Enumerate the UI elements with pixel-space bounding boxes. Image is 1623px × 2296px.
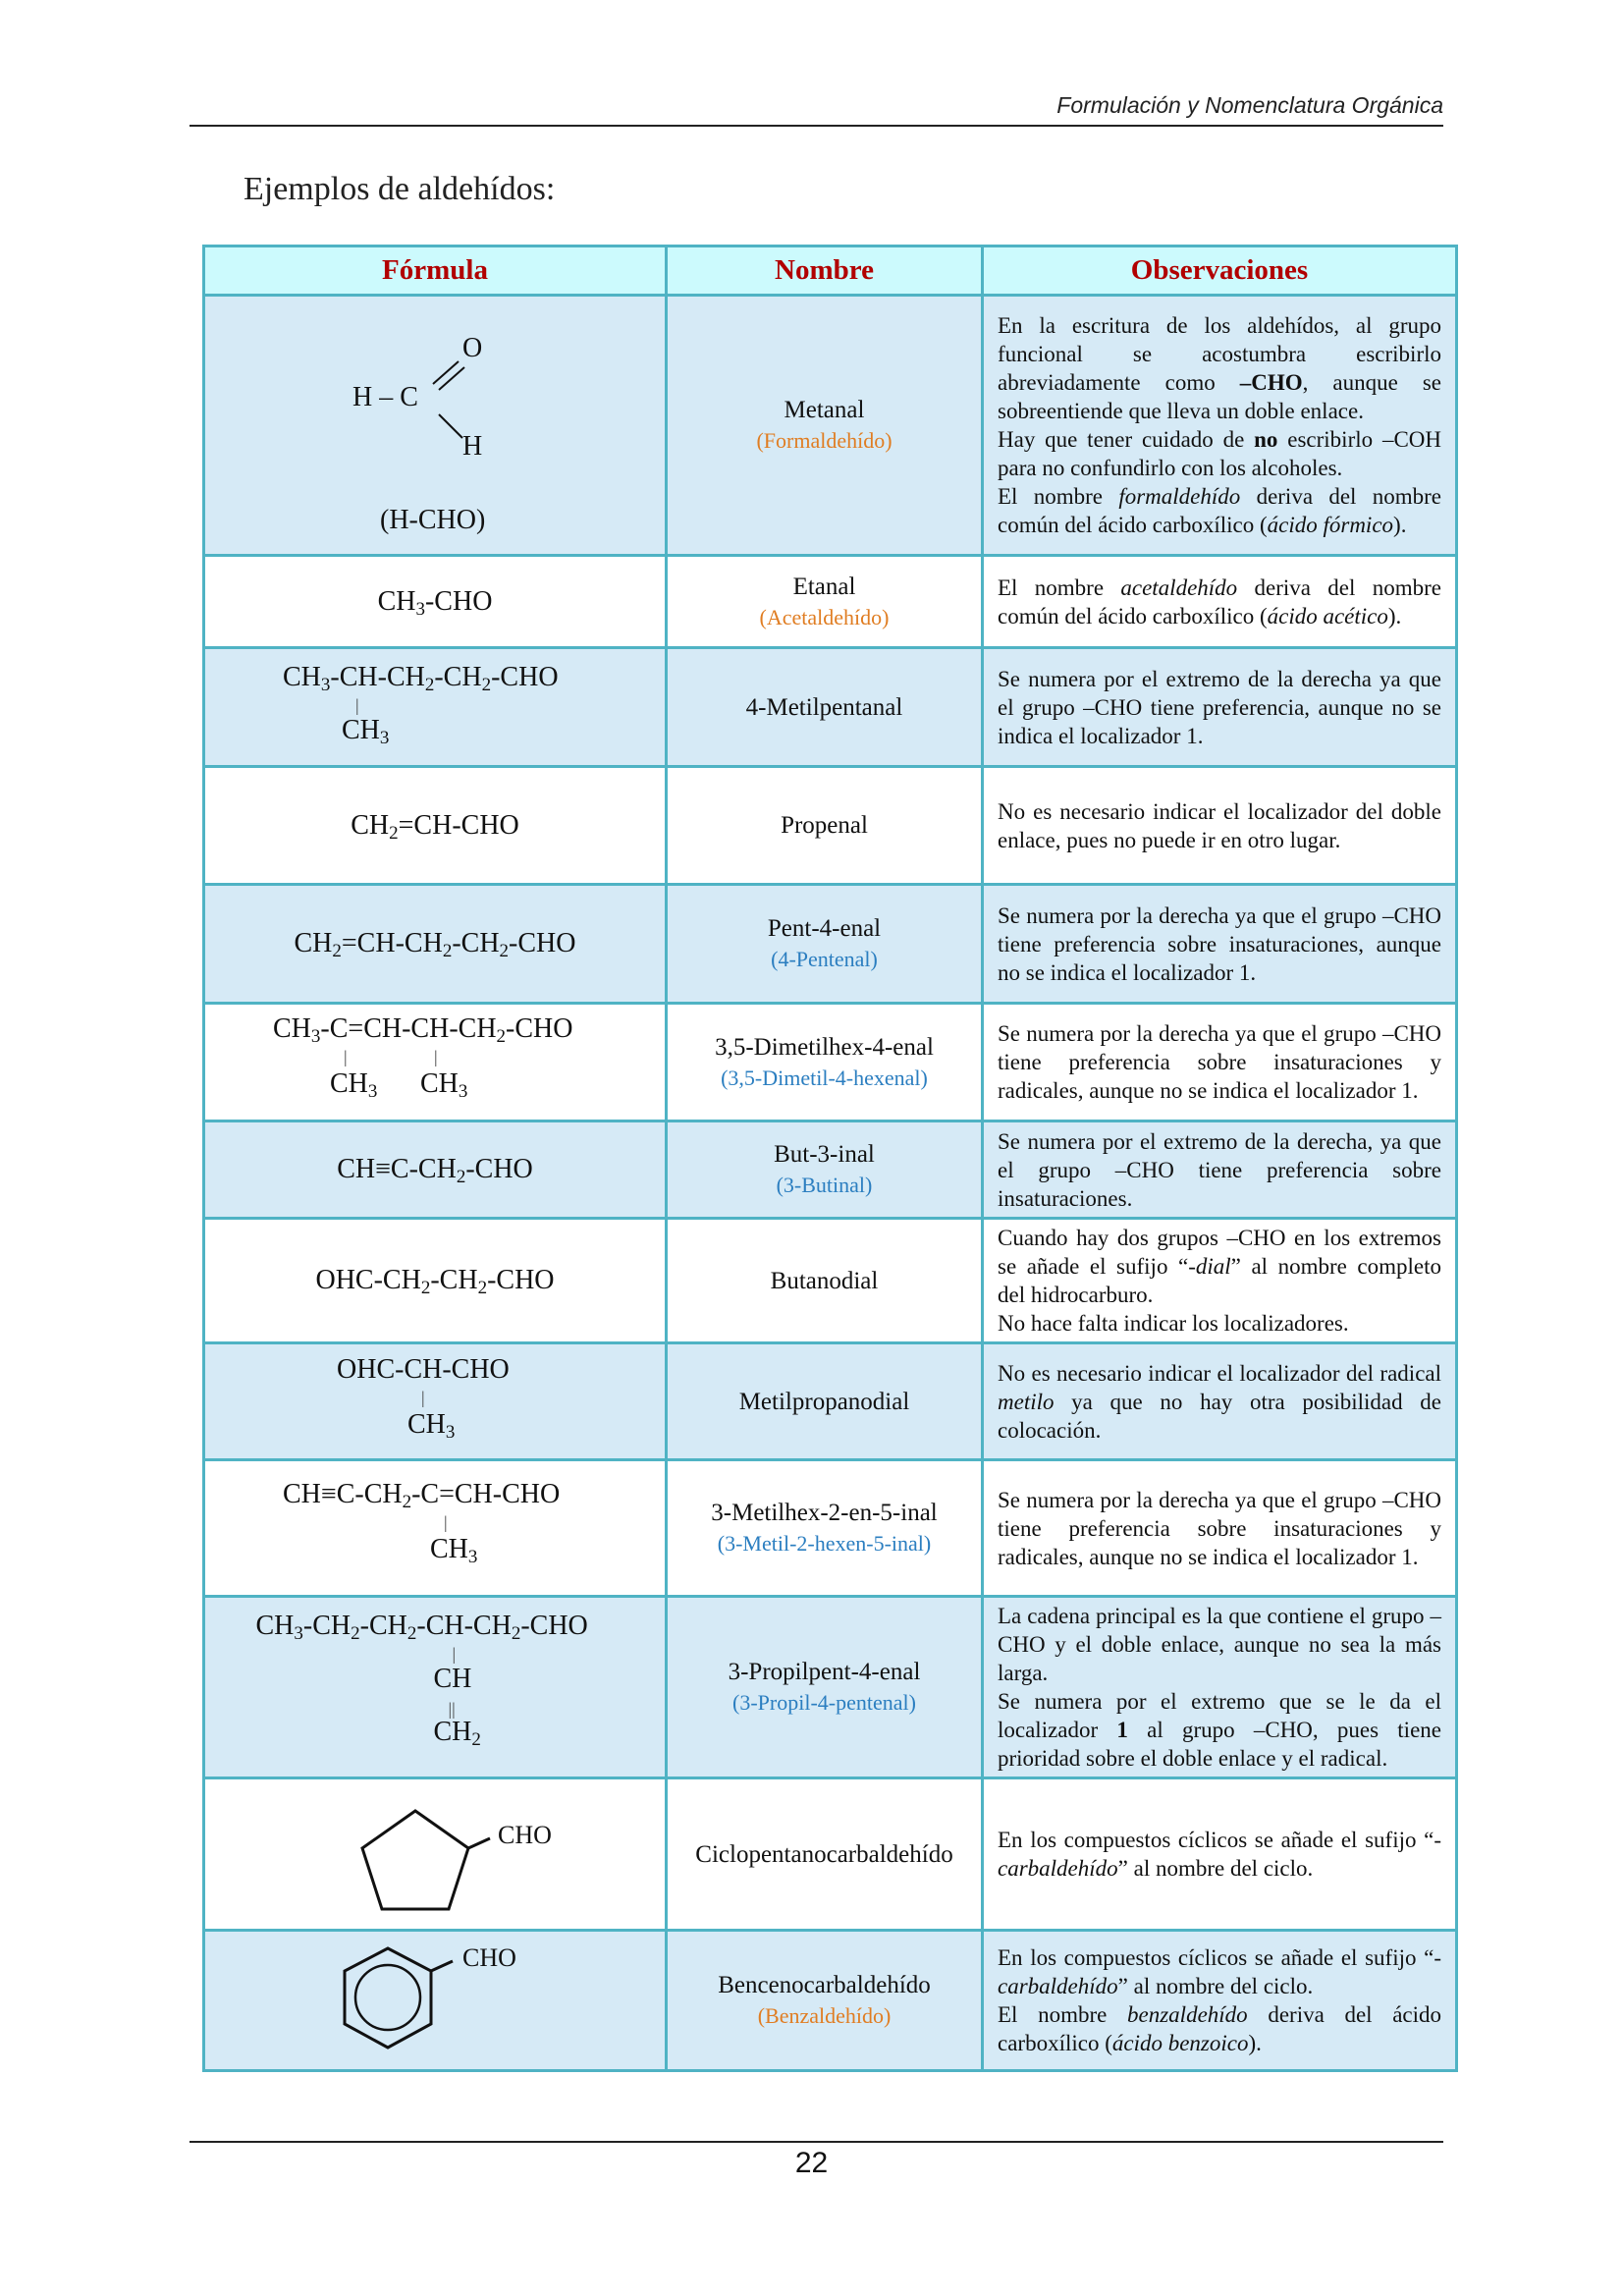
compound-name: Bencenocarbaldehído	[718, 1972, 931, 1998]
observations-cell: Se numera por la derecha ya que el grupo –CHO tiene preferencia sobre insaturaciones y radicales, aunque no se indica el localizador 1.	[983, 1460, 1457, 1597]
header-rule	[189, 125, 1443, 127]
formula-label: CHO	[498, 1820, 552, 1849]
compound-name: Pent-4-enal	[767, 915, 882, 942]
compound-name: Ciclopentanocarbaldehído	[695, 1840, 953, 1868]
obs-paragraph: Cuando hay dos grupos –CHO en los extremos se añade el sufijo “-dial” al nombre completo del hidrocarburo.	[998, 1226, 1441, 1307]
obs-paragraph: La cadena principal es la que contiene el grupo –CHO y el doble enlace, aunque no sea la más larga.	[998, 1604, 1441, 1685]
name-cell	[667, 1121, 983, 1219]
table-row	[204, 1460, 1457, 1597]
formula-atom-hc: H – C	[352, 381, 418, 412]
table-row	[204, 885, 1457, 1004]
name-cell	[667, 1931, 983, 2071]
alt-name: (Benzaldehído)	[757, 2003, 892, 2028]
formula-branch-ch: CH	[433, 1664, 472, 1694]
table-row	[204, 1931, 1457, 2071]
name-cell	[667, 885, 983, 1004]
table-row	[204, 1219, 1457, 1343]
name-cell	[667, 648, 983, 767]
formula-cell	[204, 556, 667, 648]
column-header-name: Nombre	[667, 246, 983, 296]
compound-name: 3,5-Dimetilhex-4-enal	[715, 1033, 934, 1061]
table-row	[204, 648, 1457, 767]
formula-branch: $CH_3$	[430, 1534, 478, 1567]
column-header-formula: Fórmula	[204, 246, 667, 296]
name-cell	[667, 1460, 983, 1597]
formula: $CH_3-CH-CH_2-CH_2$-CHO | $CH_3$	[283, 662, 559, 748]
alt-name: (3-Metil-2-hexen-5-inal)	[717, 1531, 932, 1556]
formula: $CH_3-CH_2-CH_2-CH-CH_2$-CHO | CH || $CH_2$	[255, 1611, 588, 1750]
formula-cell	[204, 1931, 667, 2071]
compound-name: Metanal	[784, 397, 865, 423]
formula: $CH\equiv C-CH_2$-CHO	[337, 1154, 533, 1187]
running-header-title: Formulación y Nomenclatura Orgánica	[1056, 92, 1443, 118]
observations-cell	[983, 296, 1457, 556]
obs-paragraph: En los compuestos cíclicos se añade el sufijo “-carbaldehído” al nombre del ciclo.	[998, 1945, 1441, 1998]
table-row	[204, 1121, 1457, 1219]
formula: $CH_2=CH-CH_2-CH_2$-CHO	[294, 928, 576, 961]
table-row	[204, 1004, 1457, 1121]
formula: $CH\equiv C-CH_2-C=CH$-CHO | $CH_3$	[283, 1479, 561, 1567]
compound-name: Metilpropanodial	[738, 1388, 910, 1415]
table-header-row	[204, 246, 1457, 296]
formula-cell	[204, 648, 667, 767]
compound-name: Butanodial	[770, 1267, 879, 1294]
observations-cell: Se numera por la derecha ya que el grupo –CHO tiene preferencia sobre insaturaciones y radicales, aunque no se indica el localizador 1.	[983, 1004, 1457, 1121]
formula: $CH_3-C=CH-CH-CH_2$-CHO | | $CH_3$ $CH_3$	[273, 1012, 573, 1102]
observations-cell: Se numera por el extremo de la derecha, ya que el grupo –CHO tiene preferencia sobre insaturaciones.	[983, 1121, 1457, 1219]
formula-atom-h: H	[462, 430, 483, 462]
obs-paragraph: El nombre formaldehído deriva del nombre común del ácido carboxílico (ácido fórmico).	[998, 484, 1441, 537]
obs-paragraph: No hace falta indicar los localizadores.	[998, 1311, 1349, 1336]
compound-name: Propenal	[781, 812, 868, 839]
formula-cell	[204, 1778, 667, 1931]
formula-cell	[204, 1121, 667, 1219]
name-cell	[667, 1219, 983, 1343]
table-row	[204, 556, 1457, 648]
alt-name: (Acetaldehído)	[759, 604, 890, 629]
cyclopentane-ring	[205, 1781, 668, 1928]
formula: OHC-$CH_2-CH_2$-CHO	[315, 1265, 555, 1298]
observations-cell: El nombre acetaldehído deriva del nombre común del ácido carboxílico (ácido acético).	[983, 556, 1457, 648]
table-row	[204, 767, 1457, 885]
name-cell	[667, 1004, 983, 1121]
formula-cell	[204, 1597, 667, 1778]
name-cell	[667, 767, 983, 885]
observations-cell	[983, 1931, 1457, 2071]
formula-cell	[204, 1004, 667, 1121]
obs-paragraph: El nombre benzaldehído deriva del ácido carboxílico (ácido benzoico).	[998, 2002, 1442, 2055]
column-header-observations: Observaciones	[983, 246, 1457, 296]
alt-name: (3-Propil-4-pentenal)	[732, 1690, 916, 1715]
compound-name: 4-Metilpentanal	[745, 693, 903, 721]
formula-cell	[204, 1219, 667, 1343]
cyclopentane-structure	[205, 1781, 668, 1928]
compound-name: 3-Propilpent-4-enal	[728, 1659, 921, 1685]
formula-cell	[204, 1343, 667, 1460]
observations-cell: Se numera por el extremo de la derecha ya que el grupo –CHO tiene preferencia, aunque no se indica el localizador 1.	[983, 648, 1457, 767]
footer-rule	[189, 2141, 1443, 2143]
formula: $CH_2=CH$-CHO	[351, 809, 519, 844]
obs-paragraph: Hay que tener cuidado de no escribirlo –COH para no confundirlo con los alcoholes.	[998, 427, 1442, 480]
formula: OHC-CH-CHO | $CH_3$	[337, 1354, 510, 1443]
name-cell	[667, 556, 983, 648]
benzene-ring	[205, 1934, 668, 2068]
obs-paragraph: Se numera por el extremo que se le da el localizador 1 al grupo –CHO, pues tiene prioridad sobre el doble enlace y el radical.	[998, 1689, 1441, 1771]
name-cell	[667, 1597, 983, 1778]
observations-cell: No es necesario indicar el localizador del doble enlace, pues no puede ir en otro lugar.	[983, 767, 1457, 885]
table-row	[204, 1343, 1457, 1460]
formula-branch-ch2: $CH_2$	[433, 1717, 481, 1750]
formula-branch: $CH_3$	[420, 1067, 468, 1102]
formula-branch: $CH_3$	[330, 1067, 378, 1102]
formula-caption: (H-CHO)	[380, 504, 486, 535]
name-cell	[667, 1343, 983, 1460]
page-number: 22	[794, 2147, 829, 2179]
alt-name: (4-Pentenal)	[771, 947, 878, 971]
obs-paragraph: En la escritura de los aldehídos, al grupo funcional se acostumbra escribirlo abreviadamente como –CHO, aunque se sobreentiende que lleva un doble enlace.	[998, 313, 1441, 423]
name-cell	[667, 1778, 983, 1931]
benzene-structure	[205, 1934, 668, 2068]
name-cell	[667, 296, 983, 556]
alt-name: (3,5-Dimetil-4-hexenal)	[721, 1065, 928, 1090]
section-title: Ejemplos de aldehídos:	[243, 171, 556, 207]
formula-cell	[204, 296, 667, 556]
aldehydes-table	[202, 245, 1458, 2072]
formula: $CH_3$-CHO	[377, 585, 493, 620]
formula-cell	[204, 1460, 667, 1597]
compound-name: But-3-inal	[774, 1141, 875, 1168]
table-row	[204, 1597, 1457, 1778]
alt-name: (3-Butinal)	[776, 1173, 873, 1197]
observations-cell: Se numera por la derecha ya que el grupo –CHO tiene preferencia sobre insaturaciones, aunque no se indica el localizador 1.	[983, 885, 1457, 1004]
formula-label: CHO	[462, 1942, 516, 1972]
table-row	[204, 1778, 1457, 1931]
observations-cell: No es necesario indicar el localizador del radical metilo ya que no hay otra posibilidad de colocación.	[983, 1343, 1457, 1460]
formula-cell	[204, 885, 667, 1004]
observations-cell	[983, 1597, 1457, 1778]
formula-atom-o: O	[462, 332, 483, 363]
compound-name: 3-Metilhex-2-en-5-inal	[711, 1500, 938, 1526]
alt-name: (Formaldehído)	[756, 428, 893, 453]
formula-branch: $CH_3$	[407, 1409, 456, 1443]
observations-cell	[983, 1219, 1457, 1343]
observations-cell: En los compuestos cíclicos se añade el sufijo “-carbaldehído” al nombre del ciclo.	[983, 1778, 1457, 1931]
formula-cell	[204, 767, 667, 885]
formula-branch: $CH_3$	[342, 715, 390, 748]
table-row	[204, 296, 1457, 556]
compound-name: Etanal	[792, 573, 856, 600]
formaldehyde-structure	[205, 299, 668, 553]
